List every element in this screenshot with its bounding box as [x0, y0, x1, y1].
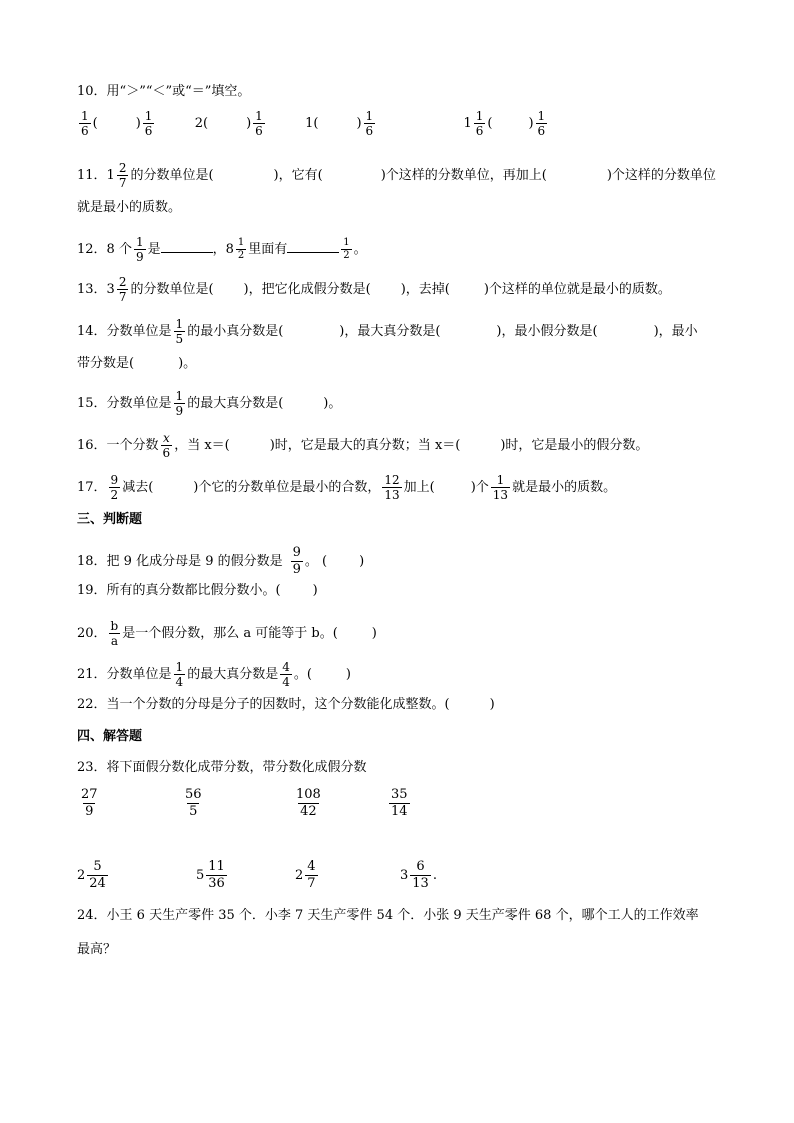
improper-fraction: $\frac{56}{5}$ [185, 787, 202, 819]
question-12: 12．8 个 $\frac{1}{9}$ 是 ，8 $\frac{1}{2}$ 里面有 $\frac{1}{2}$ 。 [77, 235, 367, 264]
question-24-line1: 24．小王 6 天生产零件 35 个．小李 7 天生产零件 54 个．小张 9 天生产零件 68 个，哪个工人的工作效率 [77, 908, 699, 923]
answer-blank[interactable] [161, 240, 213, 253]
fraction: $\frac{9}{2}$ [110, 473, 119, 502]
question-19: 19．所有的真分数都比假分数小。( ) [77, 583, 318, 598]
question-15: 15．分数单位是 $\frac{1}{9}$ 的最大真分数是( )。 [77, 389, 342, 418]
mixed-number: 3 6 13 . [400, 859, 437, 891]
question-14-line2: 带分数是( )。 [77, 356, 197, 371]
mixed-number: 2 5 24 [77, 859, 106, 891]
fraction: $\frac{12}{13}$ [384, 473, 400, 502]
question-20: 20． $\frac{b}{a}$ 是一个假分数，那么 a 可能等于 b。( ) [77, 619, 377, 648]
improper-fraction: $\frac{108}{42}$ [296, 787, 321, 819]
fraction: $\frac{b}{a}$ [110, 619, 119, 648]
mixed-number: 5 11 36 [196, 859, 225, 891]
fraction: $\frac{1}{6}$ [475, 109, 484, 138]
section-heading-judgement: 三、判断题 [77, 512, 143, 527]
fraction: $\frac{1}{9}$ [175, 389, 184, 418]
improper-fraction: $\frac{35}{14}$ [391, 787, 408, 819]
question-11-line2: 就是最小的质数。 [77, 200, 182, 215]
answer-blank[interactable] [287, 240, 339, 253]
question-10-items: $\frac{1}{6}$ ( ) $\frac{1}{6}$ 2( ) $\frac{1}{6}$ 1( ) $\frac{1}{6}$ 1 $\frac{1}{6}$ ( ) $\frac{1}{6}$ [81, 109, 546, 138]
fraction: $\frac{1}{5}$ [175, 317, 184, 346]
fraction: $\frac{1}{2}$ [343, 237, 350, 261]
question-11: 11．1 $\frac{2}{7}$ 的分数单位是( )，它有( )个这样的分数单位，再加上( )个这样的分数单位 [77, 161, 716, 190]
question-23-text: 23．将下面假分数化成带分数，带分数化成假分数 [77, 760, 367, 775]
question-16: 16．一个分数 $\frac{x}{6}$ ，当 x＝( )时，它是最大的真分数；当 x＝( )时，它是最小的假分数。 [77, 431, 649, 460]
fraction: $\frac{x}{6}$ [162, 431, 171, 460]
fraction: $\frac{2}{7}$ [118, 275, 127, 304]
mixed-number: 2 4 7 [295, 859, 316, 891]
question-14: 14．分数单位是 $\frac{1}{5}$ 的最小真分数是( )，最大真分数是( )，最小假分数是( )，最小 [77, 317, 698, 346]
improper-fraction: $\frac{27}{9}$ [81, 787, 98, 819]
fraction: $\frac{1}{6}$ [537, 109, 546, 138]
fraction: $\frac{2}{7}$ [118, 161, 127, 190]
question-18: 18．把 9 化成分母是 9 的假分数是 $\frac{9}{9}$ 。 ( ) [77, 545, 365, 577]
fraction: $\frac{9}{9}$ [292, 545, 301, 577]
question-22: 22．当一个分数的分母是分子的因数时，这个分数能化成整数。( ) [77, 697, 495, 712]
question-13: 13．3 $\frac{2}{7}$ 的分数单位是( )，把它化成假分数是( )，去掉( )个这样的单位就是最小的质数。 [77, 275, 671, 304]
question-17: 17． $\frac{9}{2}$ 减去( )个它的分数单位是最小的合数， $\frac{12}{13}$ 加上( )个 $\frac{1}{13}$ 就是最小的质数。 [77, 473, 617, 502]
question-10-text: 10．用“＞”“＜”或“＝”填空。 [77, 84, 251, 99]
fraction: $\frac{1}{2}$ [237, 237, 245, 261]
fraction: $\frac{1}{6}$ [255, 109, 263, 138]
fraction: $\frac{1}{6}$ [81, 109, 89, 138]
fraction: $\frac{1}{9}$ [135, 235, 144, 264]
fraction: $\frac{4}{4}$ [282, 660, 290, 689]
section-heading-solve: 四、解答题 [77, 729, 143, 744]
question-21: 21．分数单位是 $\frac{1}{4}$ 的最大真分数是 $\frac{4}{4}$ 。( ) [77, 660, 351, 689]
question-24-line2: 最高？ [77, 942, 117, 957]
fraction: $\frac{1}{4}$ [175, 660, 184, 689]
fraction: $\frac{1}{6}$ [365, 109, 374, 138]
fraction: $\frac{1}{13}$ [492, 473, 509, 502]
fraction: $\frac{1}{6}$ [144, 109, 153, 138]
